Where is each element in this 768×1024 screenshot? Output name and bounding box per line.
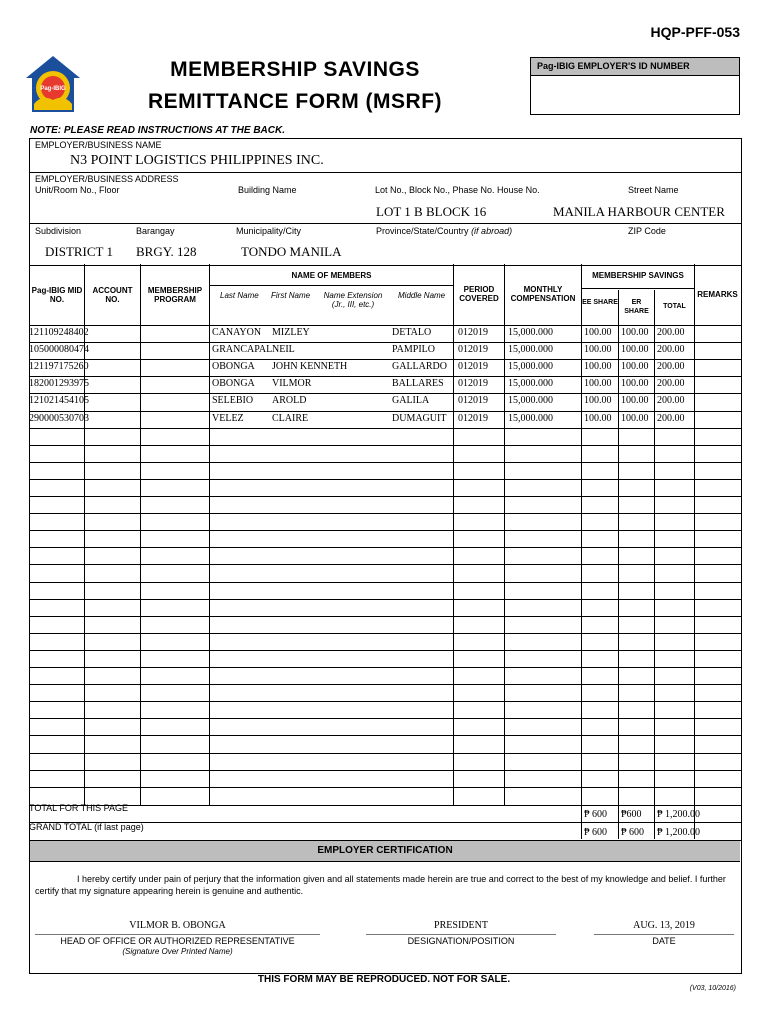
employer-id-label: Pag-IBIG EMPLOYER'S ID NUMBER: [531, 58, 739, 76]
table-row-line: [29, 564, 741, 565]
cell-total: 200.00: [657, 395, 685, 406]
barangay-value[interactable]: BRGY. 128: [136, 244, 197, 259]
table-row-line: [29, 770, 741, 771]
table-row-line: [29, 445, 741, 446]
cell-er: 100.00: [621, 413, 649, 424]
signatory-label: HEAD OF OFFICE OR AUTHORIZED REPRESENTATIVE: [60, 936, 295, 946]
form-title-line1: MEMBERSHIP SAVINGS: [170, 58, 420, 81]
address-label: EMPLOYER/BUSINESS ADDRESS: [35, 174, 179, 184]
cell-first: JOHN KENNETH: [272, 361, 348, 372]
unit-label: Unit/Room No., Floor: [35, 185, 120, 195]
municipality-label: Municipality/City: [236, 226, 302, 236]
province-label: Province/State/Country (if abroad): [376, 226, 513, 236]
table-row-line: [29, 496, 741, 497]
col-monthly: MONTHLY COMPENSATION: [510, 285, 576, 303]
cell-period: 012019: [458, 327, 488, 338]
table-row-line: [29, 616, 741, 617]
building-label: Building Name: [238, 185, 297, 195]
table-row-line: [29, 753, 741, 754]
employer-name[interactable]: N3 POINT LOGISTICS PHILIPPINES INC.: [70, 153, 324, 168]
table-row-line: [29, 667, 741, 668]
cell-middle: GALLARDO: [392, 361, 447, 372]
employer-id-box[interactable]: [530, 57, 740, 115]
col-account: ACCOUNT NO.: [92, 286, 133, 304]
col-savings: MEMBERSHIP SAVINGS: [592, 271, 684, 280]
col-name-ext: Name Extension (Jr., III, etc.): [323, 291, 383, 309]
page-er-total: ₱600: [621, 809, 642, 820]
table-row-line: [29, 599, 741, 600]
zip-label: ZIP Code: [628, 226, 666, 236]
table-row-line: [29, 513, 741, 514]
cell-last: GRANCAPAL: [212, 344, 273, 355]
page-ee-total: ₱ 600: [584, 809, 608, 820]
cell-ee: 100.00: [584, 413, 612, 424]
date-label: DATE: [652, 936, 676, 946]
cell-period: 012019: [458, 395, 488, 406]
col-name-of-members: NAME OF MEMBERS: [291, 271, 372, 280]
cell-total: 200.00: [657, 378, 685, 389]
col-first-name: First Name: [271, 291, 311, 300]
table-row-line: [29, 735, 741, 736]
table-row-line: [29, 650, 741, 651]
table-row-line: [29, 684, 741, 685]
barangay-label: Barangay: [136, 226, 175, 236]
version-text: (V03, 10/2016): [689, 985, 736, 992]
lot-value[interactable]: LOT 1 B BLOCK 16: [376, 204, 487, 219]
table-row-line: [29, 342, 741, 343]
street-value[interactable]: MANILA HARBOUR CENTER: [553, 204, 725, 219]
cell-first: CLAIRE: [272, 413, 309, 424]
col-er: ER SHARE: [624, 299, 649, 315]
table-row-line: [29, 701, 741, 702]
cell-ee: 100.00: [584, 395, 612, 406]
table-row-line: [29, 787, 741, 788]
grand-ee-total: ₱ 600: [584, 827, 608, 838]
cell-mid: 121021454105: [29, 395, 89, 406]
footer-text: THIS FORM MAY BE REPRODUCED. NOT FOR SALE.: [257, 974, 511, 985]
col-middle-name: Middle Name: [398, 291, 446, 300]
cell-period: 012019: [458, 361, 488, 372]
cell-comp: 15,000.000: [508, 413, 553, 424]
col-period: PERIOD COVERED: [459, 285, 499, 303]
cell-period: 012019: [458, 378, 488, 389]
cell-period: 012019: [458, 413, 488, 424]
designation-value[interactable]: PRESIDENT: [434, 920, 488, 931]
cell-first: AROLD: [272, 395, 307, 406]
cell-last: VELEZ: [212, 413, 244, 424]
cell-ee: 100.00: [584, 378, 612, 389]
table-row-line: [29, 428, 741, 429]
cell-mid: 121109248402: [29, 327, 89, 338]
cell-er: 100.00: [621, 327, 649, 338]
signatory-sublabel: (Signature Over Printed Name): [122, 947, 233, 956]
cell-ee: 100.00: [584, 361, 612, 372]
cell-last: CANAYON: [212, 327, 262, 338]
cell-comp: 15,000.000: [508, 361, 553, 372]
table-row-line: [29, 462, 741, 463]
cell-middle: PAMPILO: [392, 344, 435, 355]
table-row-line: [29, 582, 741, 583]
cell-total: 200.00: [657, 361, 685, 372]
cell-mid: 121197175260: [29, 361, 89, 372]
cell-ee: 100.00: [584, 344, 612, 355]
cell-comp: 15,000.000: [508, 327, 553, 338]
cell-mid: 105000080474: [29, 344, 89, 355]
col-last-name: Last Name: [220, 291, 259, 300]
grand-total: ₱ 1,200.00: [657, 827, 701, 838]
table-row-line: [29, 633, 741, 634]
cell-first: NEIL: [272, 344, 295, 355]
table-row-line: [29, 376, 741, 377]
cell-first: MIZLEY: [272, 327, 310, 338]
cell-er: 100.00: [621, 395, 649, 406]
cell-period: 012019: [458, 344, 488, 355]
col-total: TOTAL: [663, 303, 686, 310]
cell-er: 100.00: [621, 378, 649, 389]
cell-middle: GALILA: [392, 395, 430, 406]
table-row-line: [29, 530, 741, 531]
table-row-line: [29, 547, 741, 548]
cell-middle: DUMAGUIT: [392, 413, 447, 424]
logo-text: Pag-IBIG: [40, 86, 66, 92]
cell-ee: 100.00: [584, 327, 612, 338]
cell-middle: BALLARES: [392, 378, 444, 389]
col-ee: EE SHARE: [582, 299, 618, 306]
cell-mid: 290000530703: [29, 413, 89, 424]
cell-middle: DETALO: [392, 327, 432, 338]
certification-heading: EMPLOYER CERTIFICATION: [30, 841, 740, 862]
date-value[interactable]: AUG. 13, 2019: [633, 920, 695, 931]
total-page-label: TOTAL FOR THIS PAGE: [29, 803, 129, 813]
street-label: Street Name: [628, 185, 679, 195]
employer-name-label: EMPLOYER/BUSINESS NAME: [35, 140, 162, 150]
col-program: MEMBERSHIP PROGRAM: [147, 286, 203, 304]
cell-comp: 15,000.000: [508, 395, 553, 406]
table-row-line: [29, 718, 741, 719]
page-total: ₱ 1,200.00: [657, 809, 701, 820]
cell-total: 200.00: [657, 413, 685, 424]
cell-comp: 15,000.000: [508, 344, 553, 355]
grand-total-label: GRAND TOTAL (if last page): [29, 822, 144, 832]
form-code: HQP-PFF-053: [650, 24, 740, 40]
cell-comp: 15,000.000: [508, 378, 553, 389]
cell-mid: 182001293975: [29, 378, 89, 389]
cell-total: 200.00: [657, 327, 685, 338]
certification-text: I hereby certify under pain of perjury that the information given and all statements made herein are true and correct to the best of my knowledge and belief. I further certify that my signature appearing herein is genuine and authentic.: [35, 874, 726, 896]
col-mid: Pag-IBIG MID NO.: [31, 286, 83, 304]
pagibig-logo: [24, 54, 82, 114]
table-row-line: [29, 359, 741, 360]
lot-label: Lot No., Block No., Phase No. House No.: [375, 185, 540, 195]
form-title-line2: REMITTANCE FORM (MSRF): [147, 90, 443, 113]
cell-last: OBONGA: [212, 361, 255, 372]
cell-last: SELEBIO: [212, 395, 254, 406]
signatory-name[interactable]: VILMOR B. OBONGA: [129, 920, 226, 931]
subdivision-value[interactable]: DISTRICT 1: [45, 244, 114, 259]
cell-total: 200.00: [657, 344, 685, 355]
cell-last: OBONGA: [212, 378, 255, 389]
cell-er: 100.00: [621, 361, 649, 372]
col-remarks: REMARKS: [697, 290, 738, 299]
table-row-line: [29, 479, 741, 480]
subdivision-label: Subdivision: [35, 226, 82, 236]
table-row-line: [29, 411, 741, 412]
cell-er: 100.00: [621, 344, 649, 355]
cell-first: VILMOR: [272, 378, 312, 389]
municipality-value[interactable]: TONDO MANILA: [241, 244, 342, 259]
note-text: NOTE: PLEASE READ INSTRUCTIONS AT THE BACK.: [30, 125, 286, 136]
designation-label: DESIGNATION/POSITION: [407, 936, 515, 946]
grand-er-total: ₱ 600: [621, 827, 645, 838]
table-row-line: [29, 393, 741, 394]
